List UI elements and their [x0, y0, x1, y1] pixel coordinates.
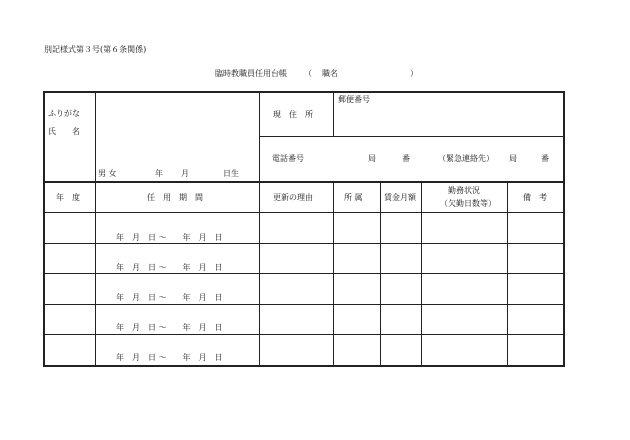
- period-row: 年 月 日 〜 年 月 日: [116, 323, 223, 332]
- column-divider: [380, 182, 381, 365]
- period-row: 年 月 日 〜 年 月 日: [116, 293, 223, 302]
- column-divider: [333, 182, 334, 365]
- emergency-contact-label: （緊急連絡先）: [438, 154, 494, 163]
- header-affiliation: 所 属: [344, 193, 363, 202]
- address-phone-divider: [259, 136, 564, 137]
- furigana-label: ふりがな: [48, 109, 80, 118]
- header-fiscal-year: 年 度: [56, 193, 80, 202]
- job-close-paren: ）: [410, 69, 418, 78]
- header-period: 任 用 期 間: [147, 193, 203, 202]
- header-section-divider: [43, 181, 565, 183]
- header-monthly-salary: 賃金月額: [384, 193, 416, 202]
- header-remarks: 備 考: [523, 193, 547, 202]
- address-column-divider: [259, 91, 260, 365]
- table-right-border: [563, 91, 565, 367]
- period-row: 年 月 日 〜 年 月 日: [116, 263, 223, 272]
- address-label-divider: [333, 91, 334, 136]
- row-divider: [43, 304, 564, 305]
- name-label: 氏 名: [48, 127, 80, 136]
- header-attendance-note: （欠勤日数等）: [440, 199, 496, 208]
- birth-month-label: 月: [181, 169, 189, 178]
- table-top-border: [43, 91, 565, 93]
- table-left-border: [43, 91, 45, 367]
- column-header-divider: [43, 212, 564, 213]
- header-attendance: 勤務状況: [448, 186, 480, 195]
- phone-exchange-label: 局: [368, 154, 376, 163]
- header-renewal-reason: 更新の理由: [273, 193, 313, 202]
- emergency-number-label: 番: [541, 154, 549, 163]
- name-column-divider: [95, 91, 96, 182]
- postal-code-label: 郵便番号: [338, 95, 370, 104]
- table-bottom-border: [43, 365, 565, 367]
- birth-day-label: 日生: [223, 169, 239, 178]
- birth-year-label: 年: [155, 169, 163, 178]
- address-label: 現 住 所: [273, 110, 313, 119]
- period-row: 年 月 日 〜 年 月 日: [116, 353, 223, 362]
- phone-number-label: 番: [402, 154, 410, 163]
- row-divider: [43, 243, 564, 244]
- phone-label: 電話番号: [272, 154, 304, 163]
- column-divider: [507, 182, 508, 365]
- row-divider: [43, 273, 564, 274]
- job-open-paren: （: [304, 69, 312, 78]
- job-title-label: 職名: [322, 69, 338, 78]
- column-divider: [95, 182, 96, 365]
- ledger-title: 臨時教職員任用台帳: [215, 69, 287, 78]
- period-row: 年 月 日 〜 年 月 日: [116, 233, 223, 242]
- form-number: 別記様式第３号(第６条関係): [44, 45, 147, 54]
- row-divider: [43, 334, 564, 335]
- emergency-exchange-label: 局: [509, 154, 517, 163]
- gender-label: 男 女: [98, 169, 117, 178]
- column-divider: [421, 182, 422, 365]
